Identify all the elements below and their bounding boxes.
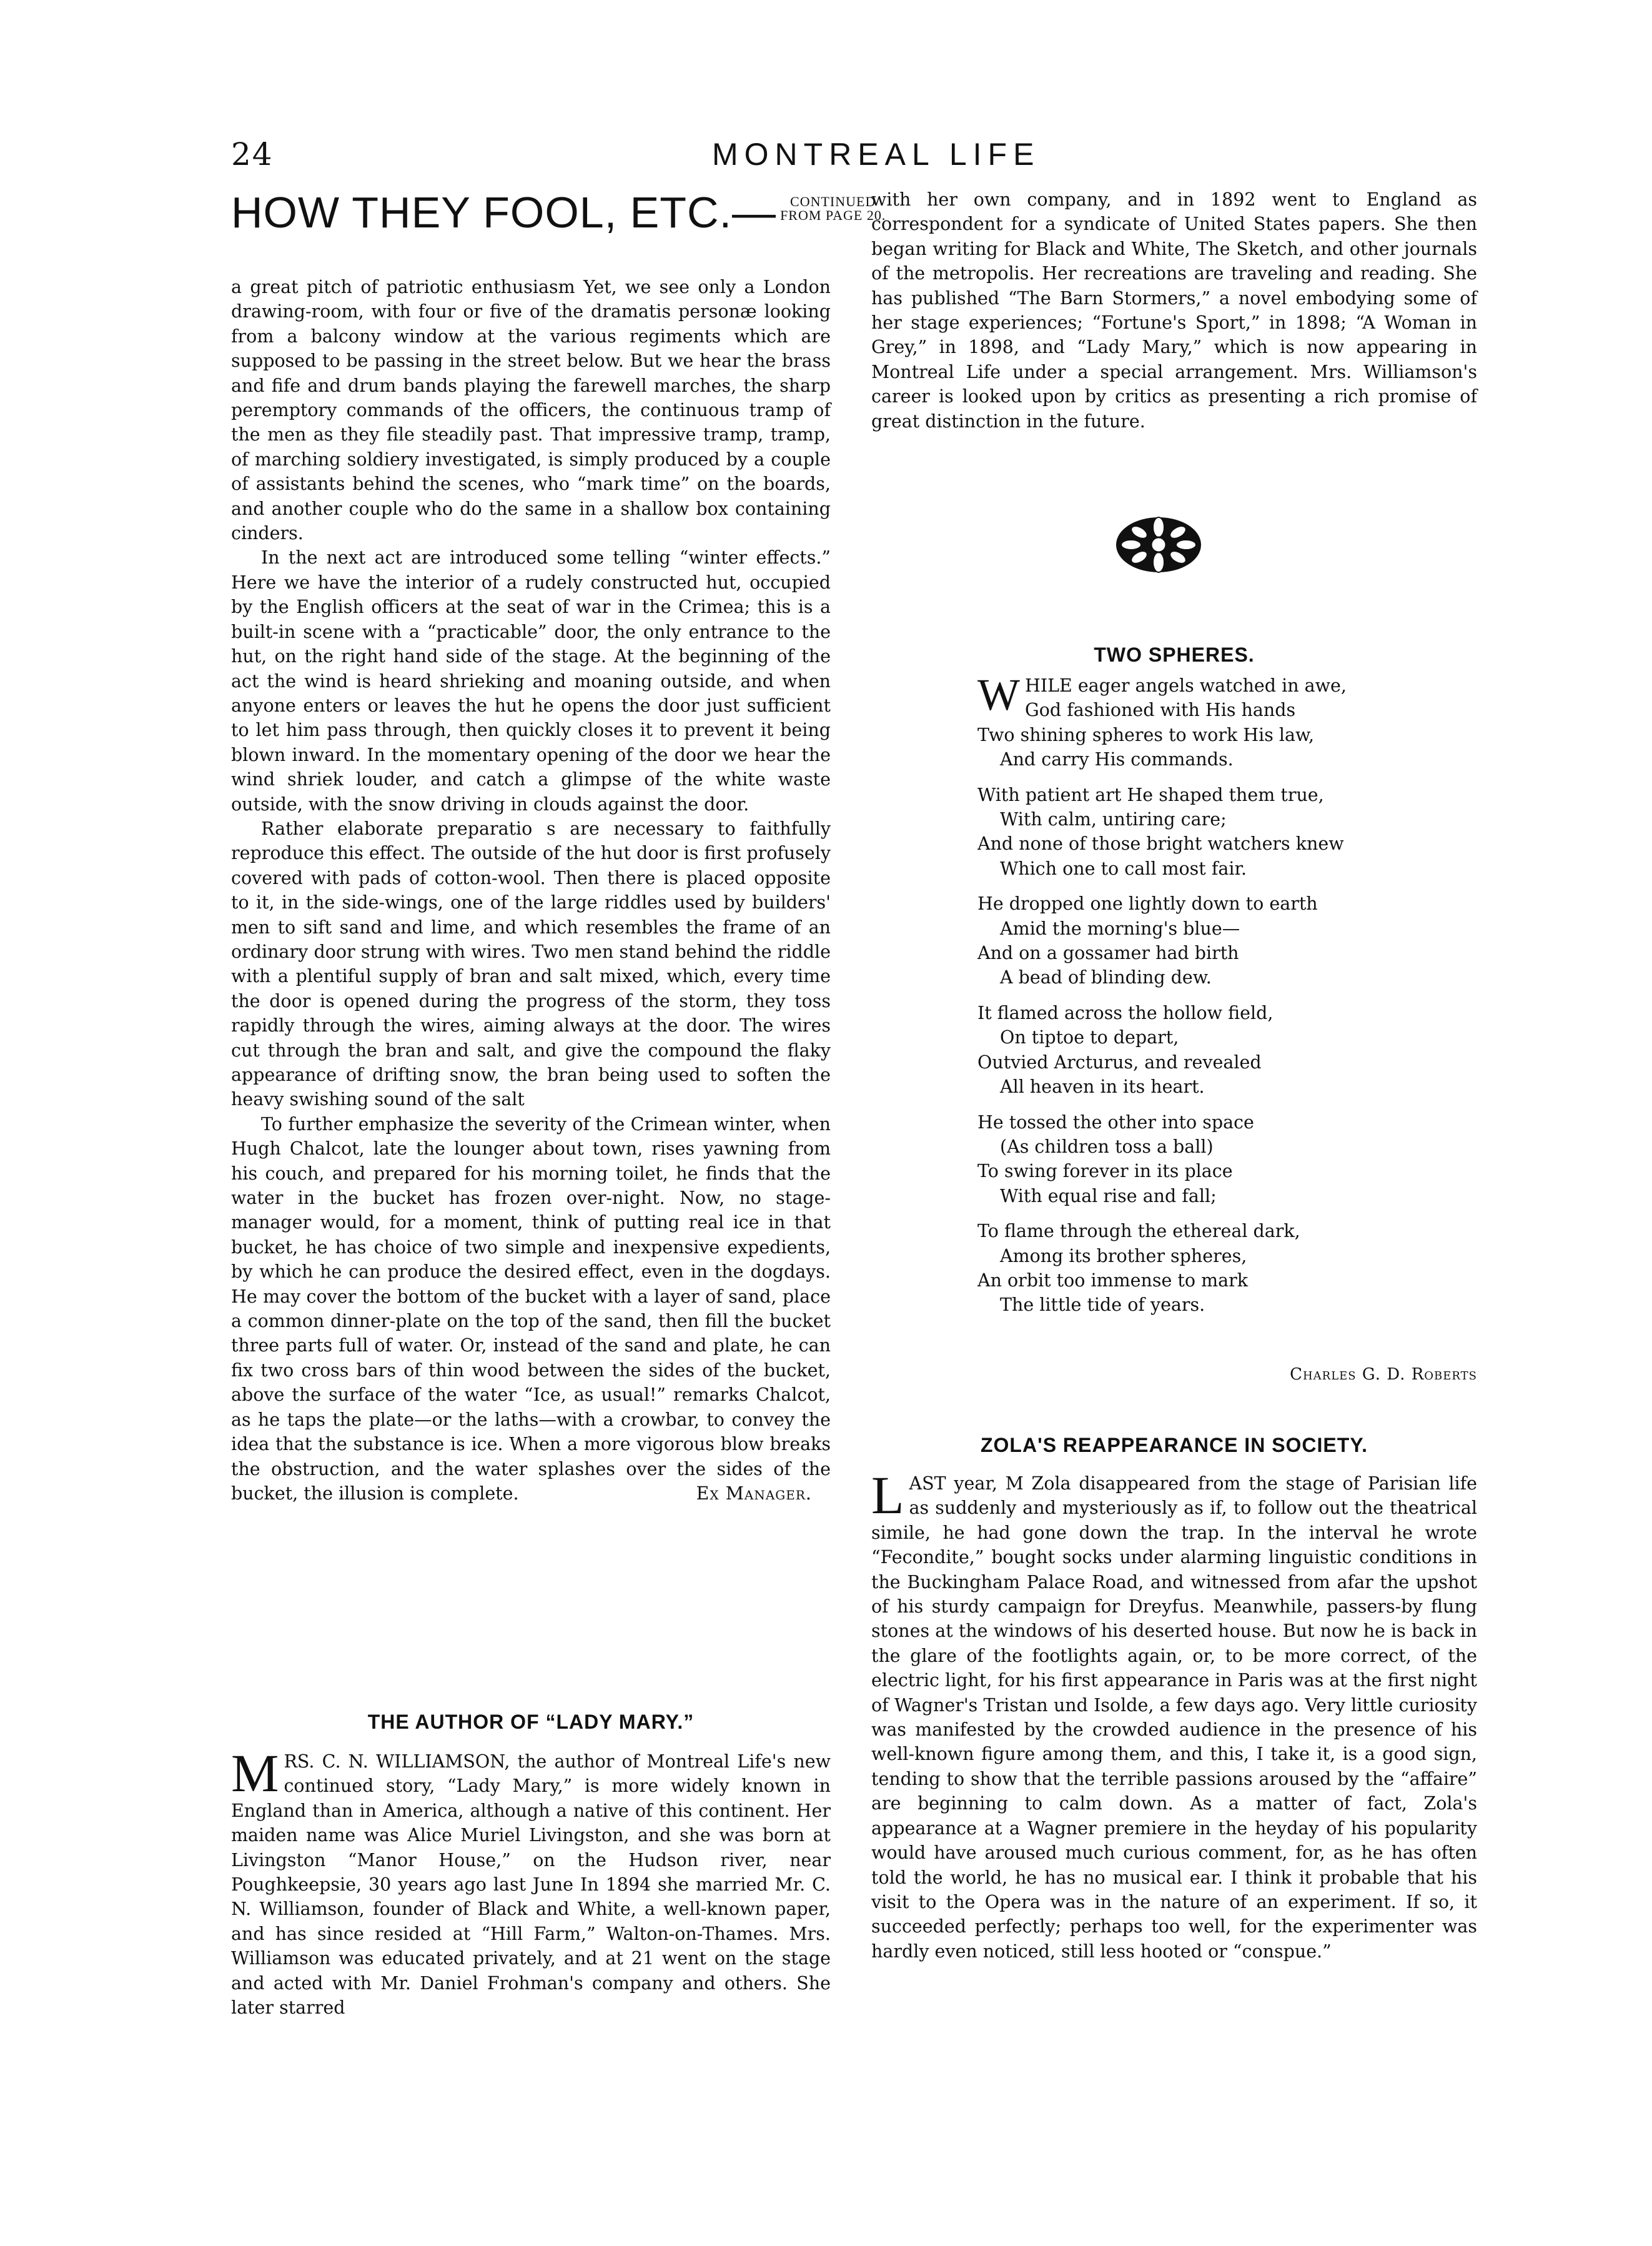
poem-line: With calm, untiring care;: [1000, 809, 1227, 830]
poem-line: Two shining spheres to work His law,: [977, 724, 1315, 745]
poem-title: TWO SPHERES.: [1094, 643, 1255, 666]
poem-line: An orbit too immense to mark: [977, 1270, 1248, 1291]
poem-stanza: [977, 892, 1427, 990]
poem-line: A bead of blinding dew.: [1000, 967, 1212, 988]
poem-line: With equal rise and fall;: [1000, 1185, 1217, 1206]
article-paragraph: a great pitch of patriotic enthusiasm Yet, we see only a London drawing-room, with four or five of the dramatis personæ looking from a balcony window at the various regiments which are supposed to be passing in the street below. But we hear the brass and fife and drum bands playing the farewell marches, the sharp peremptory commands of the officers, the continuous tramp of the men as they file steadily past. That impressive tramp, tramp, of marching soldiery investigated, is simply produced by a couple of assistants behind the scenes, who “mark time” on the boards, and another couple who do the same in a shallow box containing cinders.: [231, 277, 831, 544]
article-signature: Ex Manager.: [696, 1483, 812, 1504]
poem-line: God fashioned with His hands: [1024, 700, 1296, 721]
flower-ornament-icon: [1112, 506, 1205, 581]
poem-line: HILE eager angels watched in awe,: [1024, 675, 1347, 696]
poem-line: And none of those bright watchers knew: [977, 833, 1344, 855]
article-paragraph: To further emphasize the severity of the Crimean winter, when Hugh Chalcot, late the lounger about town, rises yawning from his couch, and prepared for his morning toilet, he finds that the water in the bucket has frozen over-night. Now, no stage-manager would, for a moment, think of putting real ice in that bucket, he has choice of two simple and inexpensive expedients, by which he can produce the desired effect, even in the dogdays. He may cover the bottom of the bucket with a layer of sand, place a common dinner-plate on the top of the sand, then fill the bucket three parts full of water. Or, instead of the sand and plate, he can fix two cross bars of thin wood between the sides of the bucket, above the surface of the water “Ice, as usual!” remarks Chalcot, as he taps the plate—or the laths—with a crowbar, to convey the idea that the substance is ice. When a more vigorous blow breaks the obstruction, and the water splashes over the sides of the bucket, the illusion is complete.: [231, 1113, 831, 1504]
poem-line: On tiptoe to depart,: [1000, 1027, 1179, 1048]
poem-line: He tossed the other into space: [977, 1111, 1254, 1133]
article-paragraph: Rather elaborate preparatio s are necessary to faithfully reproduce this effect. The outside of the hut door is first profusely covered with pads of cotton-wool. Then there is placed opposite to it, in the side-wings, one of the large riddles used by builders' men to sift sand and lime, and which resembles the frame of an ordinary door strung with wires. Two men stand behind the riddle with a plentiful supply of bran and salt mixed, which, every time the door is opened during the progress of the storm, they toss rapidly through the wires, aiming always at the door. The wires cut through the bran and salt, and give the compound the flaky appearance of drifting snow, the bran being used to soften the heavy swishing sound of the salt: [231, 818, 831, 1110]
article-paragraph: with her own company, and in 1892 went to England as correspondent for a syndicate of United States papers. She then began writing for Black and White, The Sketch, and other journals of the metropolis. Her recreations are traveling and reading. She has published “The Barn Stormers,” a novel embodying some of her stage experiences; “Fortune's Sport,” in 1898; “A Woman in Grey,” in 1898, and “Lady Mary,” which is now appearing in Montreal Life under a special arrangement. Mrs. Williamson's career is looked upon by critics as presenting a rich promise of great distinction in the future.: [871, 189, 1477, 432]
publication-title: MONTREAL LIFE: [712, 137, 1041, 172]
poem-line: To swing forever in its place: [977, 1161, 1233, 1182]
poem-author: Charles G. D. Roberts: [1290, 1365, 1477, 1384]
drop-cap: L: [871, 1465, 904, 1525]
drop-cap: W: [977, 670, 1020, 720]
poem-stanza: [977, 1001, 1427, 1100]
article-paragraph: AST year, M Zola disappeared from the stage of Parisian life as suddenly and mysteriously as if, to follow out the theatrical simile, he had gone down the trap. In the interval he wrote “Fecondite,” bought socks under alarming linguistic conditions in the Buckingham Palace Road, and witnessed from afar the upshot of his sturdy campaign for Dreyfus. Meanwhile, passers-by flung stones at the windows of his deserted house. But now he is back in the glare of the footlights again, or, to be more correct, of the electric light, for his first appearance in Paris was at the first night of Wagner's Tristan und Isolde, a few days ago. Very little curiosity was manifested by the crowded audience in the presence of his well-known figure among them, and this, I take it, is a good sign, tending to show that the terrible passions aroused by the “affaire” are beginning to calm down. As a matter of fact, Zola's appearance at a Wagner premiere in the heyday of his popularity would have aroused much curious comment, for, as he has often told the world, he has no musical ear. I think it probable that his visit to the Opera was in the nature of an experiment. If so, it succeeded perfectly; perhaps too well, for the experimenter was hardly even noticed, still less hooted or “conspue.”: [871, 1473, 1477, 1962]
article-paragraph: RS. C. N. WILLIAMSON, the author of Montreal Life's new continued story, “Lady Mary,” is more widely known in England than in America, although a native of this continent. Her maiden name was Alice Muriel Livingston, and she was born at Livingston “Manor House,” on the Hudson river, near Poughkeepsie, 30 years ago last June In 1894 she married Mr. C. N. Williamson, founder of Black and White, a well-known paper, and has since resided at “Hill Farm,” Walton-on-Thames. Mrs. Williamson was educated privately, and at 21 went on the stage and acted with Mr. Daniel Frohman's company and others. She later starred: [231, 1751, 831, 2019]
article-paragraph: In the next act are introduced some telling “winter effects.” Here we have the interior of a rudely constructed hut, occupied by the English officers at the seat of war in the Crimea; this is a built-in scene with a “practicable” door, the only entrance to the hut, on the right hand side of the stage. At the beginning of the act the wind is heard shrieking and moaning outside, and when anyone enters or leaves the hut he opens the door just sufficient to let him pass through, then quickly closes it to prevent it being blown inward. In the momentary opening of the door we hear the wind shriek louder, and catch a glimpse of the white waste outside, with the snow driving in clouds against the door.: [231, 547, 831, 815]
poem-stanza: [977, 1110, 1427, 1209]
poem-stanza: [977, 1219, 1427, 1318]
section-title-lady-mary: THE AUTHOR OF “LADY MARY.”: [367, 1711, 695, 1733]
poem-line: Amid the morning's blue—: [1000, 918, 1240, 939]
article-title: [231, 187, 886, 237]
continued-line-1: CONTINUED: [790, 194, 876, 209]
zola-body: [871, 1465, 1477, 1964]
poem-line: Outvied Arcturus, and revealed: [977, 1051, 1262, 1073]
poem-line: And on a gossamer had birth: [977, 943, 1239, 964]
lady-mary-body: [231, 1743, 831, 2020]
page-number: 24: [231, 136, 274, 172]
article-title-text: HOW THEY FOOL, ETC.—: [231, 188, 777, 237]
poem-line: Among its brother spheres,: [1000, 1245, 1247, 1266]
poem-line: All heaven in its heart.: [1000, 1076, 1205, 1098]
poem-line: Which one to call most fair.: [1000, 858, 1247, 879]
continued-line-2: FROM PAGE 20.: [780, 207, 886, 223]
poem-line: It flamed across the hollow field,: [977, 1002, 1274, 1023]
drop-cap: M: [231, 1743, 279, 1803]
right-column-continuation: [871, 187, 1477, 434]
poem-line: The little tide of years.: [1000, 1294, 1205, 1316]
left-column: [231, 275, 831, 1506]
poem-stanza: [977, 670, 1427, 772]
section-title-zola: ZOLA'S REAPPEARANCE IN SOCIETY.: [980, 1434, 1368, 1456]
continued-note: [780, 195, 886, 222]
poem-body: [977, 670, 1427, 1318]
poem-line: With patient art He shaped them true,: [977, 784, 1324, 805]
poem-line: (As children toss a ball): [1000, 1136, 1214, 1157]
poem-line: He dropped one lightly down to earth: [977, 893, 1318, 915]
poem-stanza: [977, 783, 1427, 882]
poem-line: To flame through the ethereal dark,: [977, 1221, 1300, 1242]
poem-line: And carry His commands.: [1000, 749, 1234, 770]
